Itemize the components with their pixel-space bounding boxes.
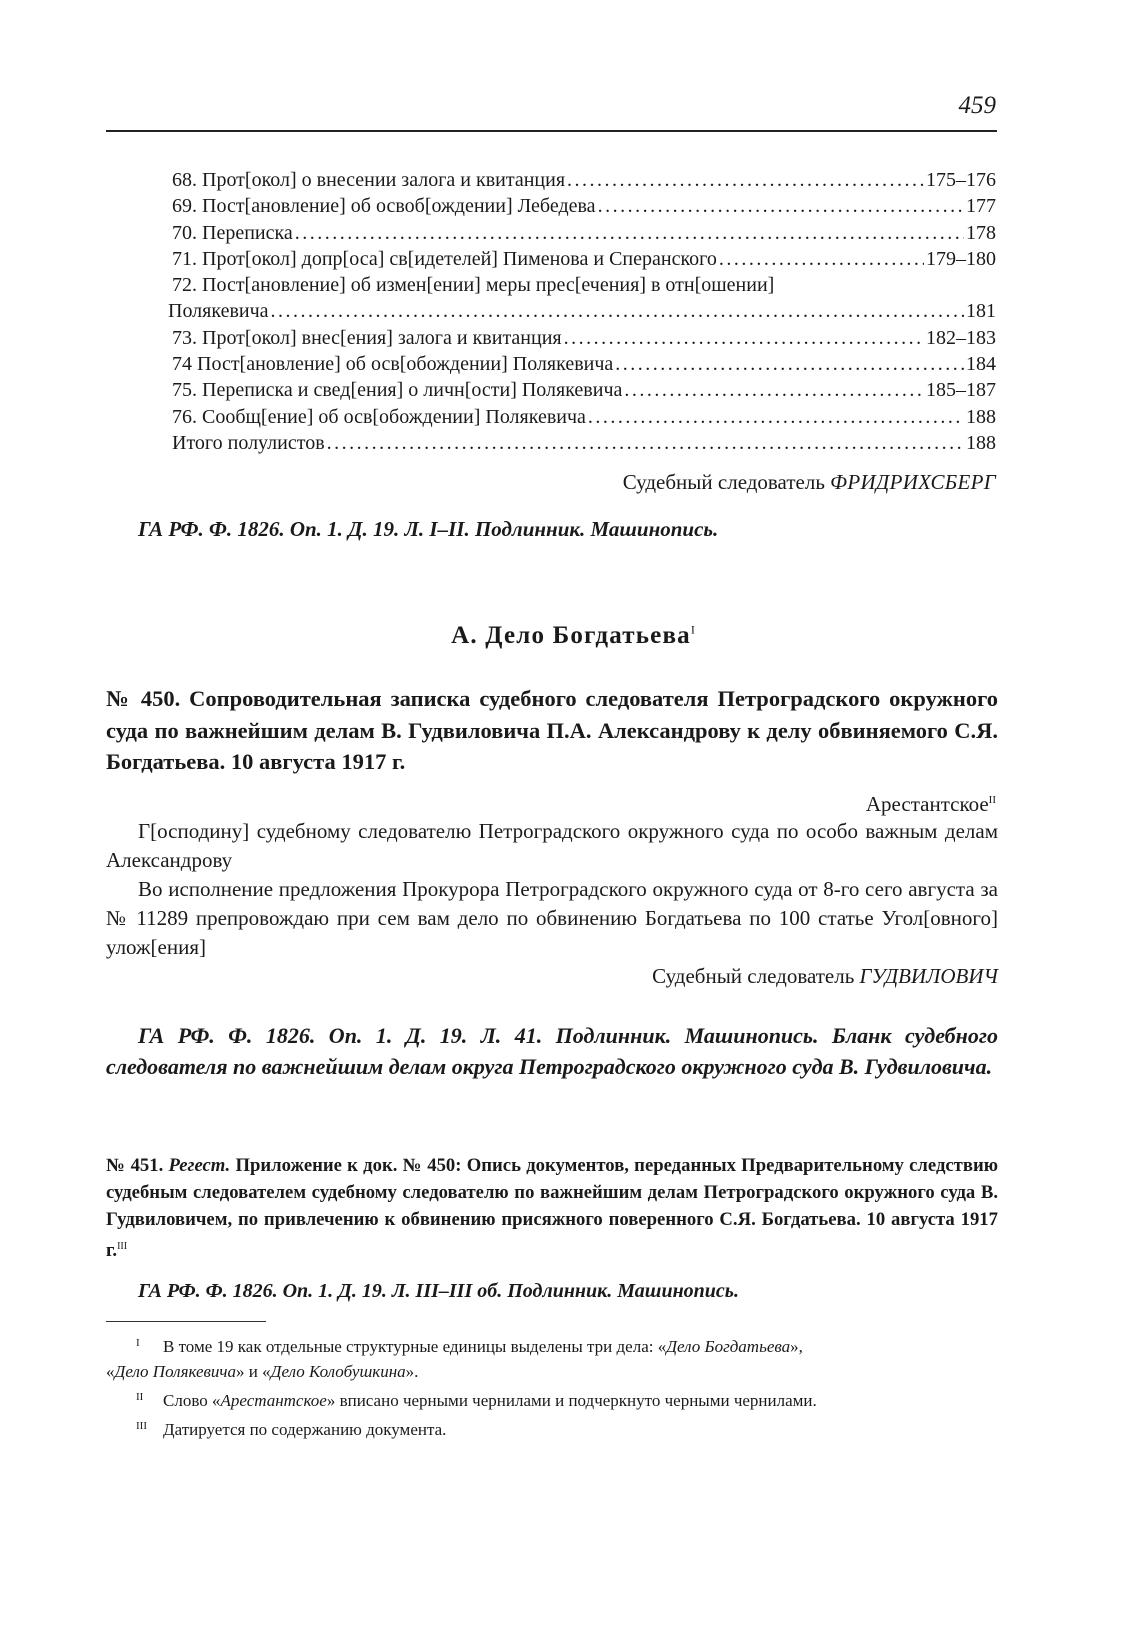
toc-label: 69. Пост[ановление] об освоб[ождении] Лебедева — [172, 195, 596, 218]
footnote-mark: II — [136, 1391, 144, 1403]
document-451-title: № 451. Регест. Приложение к док. № 450: Опись документов, переданных Предварительному следствию судебным следователем судебному следователю по важнейшим делам Петроградского окружного суда В. Гудвиловичем, по привлечению к обвинению присяжного поверенного С.Я. Богдатьева. 10 августа 1917 г.$^{III}$ — [106, 1155, 999, 1262]
section-title: А. Дело Богдатьева$^I$ — [451, 622, 695, 649]
footnote: II Слово «Арестантское» вписано черными чернилами и подчеркнуто черными чернилами. — [106, 1388, 998, 1413]
toc-row — [172, 220, 996, 246]
signature-name: ФРИДРИХСБЕРГ — [830, 470, 996, 494]
toc-row — [168, 298, 996, 324]
archive-reference: ГА РФ. Ф. 1826. Оп. 1. Д. 19. Л. 41. Подлинник. Машинопись. Бланк судебного следователя по важнейшим делам округа Петроградского окружного суда В. Гудвиловича. — [106, 1023, 998, 1079]
toc-label: 70. Переписка — [172, 221, 293, 244]
footnote: III Датируется по содержанию документа. — [106, 1417, 998, 1442]
signature-role: Судебный следователь — [622, 470, 825, 494]
archive-reference: ГА РФ. Ф. 1826. Оп. 1. Д. 19. Л. I–II. Подлинник. Машинопись. — [138, 517, 719, 541]
toc-label: Итого полулистов — [172, 431, 325, 454]
toc-page: 188 — [966, 431, 996, 454]
footnote-rule — [106, 1321, 266, 1322]
toc-label: 68. Прот[окол] о внесении залога и квитанция — [172, 169, 566, 191]
footnotes — [106, 1334, 998, 1446]
toc-row — [172, 246, 996, 272]
toc-page: 184 — [966, 353, 996, 376]
toc-row — [172, 430, 996, 456]
toc-page: 178 — [966, 221, 996, 244]
toc-label: 73. Прот[окол] внес[ения] залога и квитанция — [172, 326, 562, 349]
toc-page: 182–183 — [926, 326, 996, 349]
signature-role: Судебный следователь — [652, 964, 855, 988]
toc-page: 188 — [966, 405, 996, 428]
footnote-mark: III — [136, 1420, 147, 1432]
toc-row — [172, 193, 996, 219]
footnote-mark: I — [690, 622, 695, 637]
toc-label: 71. Прот[окол] допр[оса] св[идетелей] Пименова и Сперанского — [172, 247, 717, 270]
addressee: Г[осподину] судебному следователю Петроградского окружного суда по особо важным делам Александрову — [106, 819, 998, 872]
header-rule — [106, 130, 997, 132]
page-number: 459 — [958, 92, 996, 119]
toc-label: 74 Пост[ановление] об осв[обождении] Полякевича — [172, 353, 614, 376]
footnote-mark: I — [136, 1337, 140, 1349]
toc-page: 179–180 — [926, 247, 996, 270]
signature-name: ГУДВИЛОВИЧ — [859, 964, 998, 988]
signature-fridrikhsberg — [623, 470, 996, 495]
document-450-body — [106, 817, 998, 991]
toc-page: 175–176 — [926, 169, 996, 191]
toc-page: 185–187 — [926, 379, 996, 402]
toc-row — [172, 167, 996, 193]
toc-label: Полякевича — [168, 300, 269, 323]
toc-label: 76. Сообщ[ение] об осв[обождении] Полякевича — [172, 405, 586, 428]
toc-label: 75. Переписка и свед[ения] о личн[ости] Полякевича — [172, 379, 623, 402]
toc-row — [172, 351, 996, 377]
table-of-contents — [168, 167, 996, 456]
toc-row — [172, 377, 996, 403]
footnote-mark: II — [988, 794, 996, 806]
toc-row — [172, 404, 996, 430]
footnote-mark: III — [117, 1241, 128, 1252]
signature-gudvilovich — [106, 962, 998, 991]
toc-row — [172, 325, 996, 351]
document-450-title: № 450. Сопроводительная записка судебного следователя Петроградского окружного суда по важнейшим делам В. Гудвиловича П.А. Александрову к делу обвиняемого С.Я. Богдатьева. 10 августа 1917 г. — [106, 686, 998, 774]
footnote: I В томе 19 как отдельные структурные единицы выделены три дела: «Дело Богдатьева», «Дело Полякевича» и «Дело Колобушкина». — [106, 1334, 998, 1384]
regest-label: Регест. — [168, 1155, 231, 1176]
toc-label: 72. Пост[ановление] об измен[ении] меры прес[ечения] в отн[ошении] — [172, 274, 775, 297]
body-paragraph: Во исполнение предложения Прокурора Петроградского окружного суда от 8-го сего августа за № 11289 препровождаю при сем вам дело по обвинению Богдатьева по 100 статье Угол[овного] улож[ения] — [106, 877, 998, 959]
archive-reference: ГА РФ. Ф. 1826. Оп. 1. Д. 19. Л. III–III об. Подлинник. Машинопись. — [138, 1280, 739, 1302]
toc-page: 181 — [966, 300, 996, 323]
toc-page: 177 — [966, 195, 996, 218]
stamp-note: Арестантское$^{II}$ — [865, 792, 996, 816]
